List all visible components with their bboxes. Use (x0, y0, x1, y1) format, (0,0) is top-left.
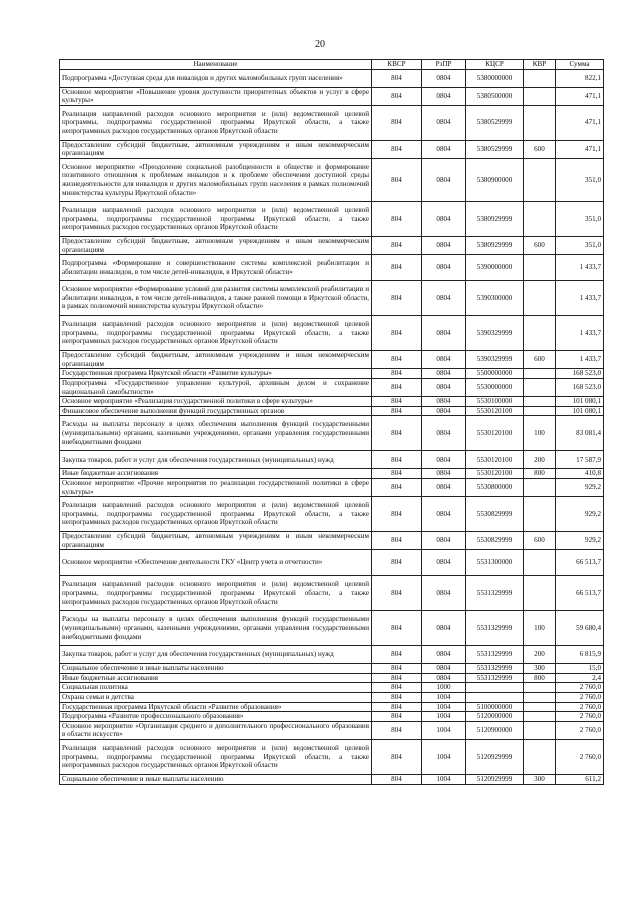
cell-sum: 2,4 (556, 673, 604, 683)
header-sum: Сумма (556, 60, 604, 70)
cell-kvsr: 804 (372, 702, 422, 712)
cell-sum: 471,1 (556, 140, 604, 158)
cell-sum: 168 523,0 (556, 369, 604, 379)
cell-rzpr: 0804 (422, 140, 466, 158)
header-name: Наименование (60, 60, 372, 70)
cell-rzpr: 1004 (422, 775, 466, 785)
cell-kvsr: 804 (372, 673, 422, 683)
cell-kcsr: 5531329999 (466, 664, 524, 674)
cell-kcsr: 5531329999 (466, 576, 524, 611)
cell-kvr: 200 (524, 451, 556, 469)
cell-kvr (524, 201, 556, 236)
table-row (60, 673, 604, 683)
cell-sum: 351,0 (556, 158, 604, 201)
cell-name: Основное мероприятие «Повышение уровня доступности приоритетных объектов и услуг в сфере культуры» (60, 87, 372, 105)
cell-kvsr: 804 (372, 664, 422, 674)
cell-sum: 1 433,7 (556, 316, 604, 351)
table-row (60, 406, 604, 416)
cell-kvsr: 804 (372, 451, 422, 469)
cell-sum: 66 513,7 (556, 550, 604, 576)
cell-sum: 59 680,4 (556, 611, 604, 646)
cell-rzpr: 0804 (422, 646, 466, 664)
cell-rzpr: 0804 (422, 532, 466, 550)
cell-kvr (524, 255, 556, 281)
cell-sum: 929,2 (556, 478, 604, 496)
cell-kvr (524, 693, 556, 703)
table-row (60, 451, 604, 469)
cell-kvsr: 804 (372, 255, 422, 281)
cell-kvsr: 804 (372, 550, 422, 576)
cell-name: Расходы на выплаты персоналу в целях обеспечения выполнения функций государственными (муниципальными) органами, казенными учреждениями, органами управления государственными внебюджетными фондами (60, 416, 372, 451)
cell-sum: 66 513,7 (556, 576, 604, 611)
cell-kvsr: 804 (372, 158, 422, 201)
cell-rzpr: 0804 (422, 158, 466, 201)
table-row (60, 646, 604, 664)
cell-kvr (524, 576, 556, 611)
cell-kcsr: 5380000000 (466, 69, 524, 87)
cell-kcsr: 5530000000 (466, 378, 524, 396)
cell-rzpr: 0804 (422, 369, 466, 379)
cell-name: Основное мероприятие «Формирование условий для развития системы комплексной реабилитации и абилитации инвалидов, в том числе детей-инвалидов, а также ранней помощи в Иркутской области, в рамках полномочий министерства культуры Иркутской области» (60, 281, 372, 316)
cell-rzpr: 0804 (422, 550, 466, 576)
cell-kvr (524, 712, 556, 722)
header-rzpr: РзПР (422, 60, 466, 70)
cell-kvsr: 804 (372, 712, 422, 722)
table-row (60, 478, 604, 496)
cell-kvsr: 804 (372, 532, 422, 550)
cell-kvr (524, 406, 556, 416)
cell-kcsr: 5530100000 (466, 397, 524, 407)
cell-kvsr: 804 (372, 683, 422, 693)
table-row (60, 351, 604, 369)
cell-kcsr: 5530800000 (466, 478, 524, 496)
cell-rzpr: 0804 (422, 397, 466, 407)
cell-sum: 168 523,0 (556, 378, 604, 396)
cell-sum: 2 760,0 (556, 683, 604, 693)
cell-sum: 2 760,0 (556, 702, 604, 712)
cell-kcsr (466, 693, 524, 703)
cell-sum: 6 815,9 (556, 646, 604, 664)
cell-kvr (524, 721, 556, 739)
cell-rzpr: 1004 (422, 740, 466, 775)
table-row (60, 158, 604, 201)
cell-name: Социальное обеспечение и иные выплаты населению (60, 775, 372, 785)
table-row (60, 369, 604, 379)
table-row (60, 576, 604, 611)
cell-kvr (524, 369, 556, 379)
cell-rzpr: 0804 (422, 469, 466, 479)
cell-kvsr: 804 (372, 721, 422, 739)
cell-name: Предоставление субсидий бюджетным, автономным учреждениям и иным некоммерческим организациям (60, 351, 372, 369)
cell-name: Государственная программа Иркутской области «Развитие образования» (60, 702, 372, 712)
cell-name: Подпрограмма «Доступная среда для инвалидов и других маломобильных групп населения» (60, 69, 372, 87)
cell-name: Предоставление субсидий бюджетным, автономным учреждениям и иным некоммерческим организациям (60, 236, 372, 254)
cell-name: Предоставление субсидий бюджетным, автономным учреждениям и иным некоммерческим организациям (60, 140, 372, 158)
cell-kcsr: 5120929999 (466, 740, 524, 775)
cell-kvsr: 804 (372, 576, 422, 611)
cell-sum: 2 760,0 (556, 721, 604, 739)
cell-sum: 101 080,1 (556, 397, 604, 407)
cell-sum: 929,2 (556, 532, 604, 550)
cell-sum: 83 081,4 (556, 416, 604, 451)
cell-kcsr: 5390300000 (466, 281, 524, 316)
cell-kvr: 600 (524, 140, 556, 158)
cell-kcsr: 5530829999 (466, 497, 524, 532)
table-row (60, 416, 604, 451)
header-kvsr: КВСР (372, 60, 422, 70)
cell-kvr (524, 683, 556, 693)
cell-kvsr: 804 (372, 105, 422, 140)
cell-sum: 2 760,0 (556, 740, 604, 775)
cell-kcsr: 5530120100 (466, 451, 524, 469)
table-body (60, 69, 604, 784)
cell-kvsr: 804 (372, 397, 422, 407)
cell-kcsr: 5100000000 (466, 702, 524, 712)
cell-name: Закупка товаров, работ и услуг для обеспечения государственных (муниципальных) нужд (60, 451, 372, 469)
cell-kvsr: 804 (372, 281, 422, 316)
cell-sum: 1 433,7 (556, 255, 604, 281)
cell-kvr: 600 (524, 351, 556, 369)
header-kcsr: КЦСР (466, 60, 524, 70)
cell-kvr (524, 497, 556, 532)
cell-kcsr: 5380529999 (466, 140, 524, 158)
cell-name: Реализация направлений расходов основного мероприятия и (или) ведомственной целевой программы, подпрограммы государственной программы Иркутской области, а также непрограммных расходов государственных органов Иркутской области (60, 576, 372, 611)
cell-kvsr: 804 (372, 478, 422, 496)
table-row (60, 378, 604, 396)
table-row (60, 740, 604, 775)
cell-kcsr: 5380529999 (466, 105, 524, 140)
cell-name: Социальная политика (60, 683, 372, 693)
cell-name: Предоставление субсидий бюджетным, автономным учреждениям и иным некоммерческим организациям (60, 532, 372, 550)
cell-name: Охрана семьи и детства (60, 693, 372, 703)
cell-kcsr: 5380500000 (466, 87, 524, 105)
cell-name: Иные бюджетные ассигнования (60, 673, 372, 683)
cell-name: Государственная программа Иркутской области «Развитие культуры» (60, 369, 372, 379)
cell-kvsr: 804 (372, 611, 422, 646)
cell-kvr (524, 378, 556, 396)
cell-kvsr: 804 (372, 316, 422, 351)
cell-sum: 611,2 (556, 775, 604, 785)
cell-name: Реализация направлений расходов основного мероприятия и (или) ведомственной целевой программы, подпрограммы государственной программы Иркутской области, а также непрограммных расходов государственных органов Иркутской области (60, 201, 372, 236)
cell-kvr: 200 (524, 646, 556, 664)
cell-kvr (524, 478, 556, 496)
cell-kvsr: 804 (372, 416, 422, 451)
cell-kvr: 800 (524, 469, 556, 479)
cell-name: Основное мероприятие «Прочие мероприятия по реализации государственной политики в сфере культуры» (60, 478, 372, 496)
cell-kcsr: 5530120100 (466, 469, 524, 479)
table-row (60, 397, 604, 407)
cell-sum: 1 433,7 (556, 281, 604, 316)
cell-sum: 351,0 (556, 201, 604, 236)
cell-kvr (524, 105, 556, 140)
cell-rzpr: 1004 (422, 693, 466, 703)
cell-kcsr: 5390329999 (466, 316, 524, 351)
table-row (60, 140, 604, 158)
cell-rzpr: 0804 (422, 378, 466, 396)
cell-rzpr: 0804 (422, 236, 466, 254)
table-row (60, 281, 604, 316)
cell-rzpr: 0804 (422, 69, 466, 87)
cell-kvsr: 804 (372, 378, 422, 396)
cell-rzpr: 0804 (422, 406, 466, 416)
cell-name: Закупка товаров, работ и услуг для обеспечения государственных (муниципальных) нужд (60, 646, 372, 664)
cell-sum: 101 080,1 (556, 406, 604, 416)
cell-kcsr: 5530829999 (466, 532, 524, 550)
budget-table (59, 59, 604, 785)
cell-rzpr: 0804 (422, 201, 466, 236)
cell-kcsr: 5120900000 (466, 721, 524, 739)
table-row (60, 497, 604, 532)
table-row (60, 611, 604, 646)
cell-sum: 471,1 (556, 87, 604, 105)
cell-kcsr: 5530120100 (466, 406, 524, 416)
cell-name: Подпрограмма «Развитие профессионального образования» (60, 712, 372, 722)
cell-rzpr: 0804 (422, 351, 466, 369)
cell-sum: 351,0 (556, 236, 604, 254)
cell-sum: 15,0 (556, 664, 604, 674)
table-row (60, 721, 604, 739)
cell-name: Иные бюджетные ассигнования (60, 469, 372, 479)
cell-rzpr: 1004 (422, 712, 466, 722)
cell-rzpr: 1000 (422, 683, 466, 693)
table-row (60, 255, 604, 281)
table-row (60, 683, 604, 693)
table-row (60, 712, 604, 722)
cell-kcsr: 5530120100 (466, 416, 524, 451)
cell-kcsr: 5120000000 (466, 712, 524, 722)
table-row (60, 201, 604, 236)
cell-name: Основное мероприятие «Преодоление социальной разобщенности в обществе и формирование позитивного отношения к проблемам инвалидов и к проблеме обеспечения доступной среды жизнедеятельности для инвалидов и других маломобильных групп населения в рамках полномочий министерства культуры Иркутской области» (60, 158, 372, 201)
cell-rzpr: 1004 (422, 702, 466, 712)
cell-name: Подпрограмма «Государственное управление культурой, архивным делом и сохранение национальной самобытности» (60, 378, 372, 396)
cell-name: Реализация направлений расходов основного мероприятия и (или) ведомственной целевой программы, подпрограммы государственной программы Иркутской области, а также непрограммных расходов государственных органов Иркутской области (60, 497, 372, 532)
cell-kvsr: 804 (372, 693, 422, 703)
cell-rzpr: 0804 (422, 316, 466, 351)
cell-kvsr: 804 (372, 201, 422, 236)
cell-rzpr: 0804 (422, 673, 466, 683)
cell-name: Социальное обеспечение и иные выплаты населению (60, 664, 372, 674)
cell-kvr (524, 281, 556, 316)
cell-kvr: 600 (524, 532, 556, 550)
cell-name: Реализация направлений расходов основного мероприятия и (или) ведомственной целевой программы, подпрограммы государственной программы Иркутской области, а также непрограммных расходов государственных органов Иркутской области (60, 740, 372, 775)
cell-name: Основное мероприятие «Обеспечение деятельности ГКУ «Центр учета и отчетности» (60, 550, 372, 576)
cell-rzpr: 0804 (422, 664, 466, 674)
cell-sum: 1 433,7 (556, 351, 604, 369)
table-row (60, 469, 604, 479)
cell-kvsr: 804 (372, 69, 422, 87)
cell-kvr: 300 (524, 664, 556, 674)
cell-kvr: 100 (524, 416, 556, 451)
cell-kvsr: 804 (372, 87, 422, 105)
cell-rzpr: 0804 (422, 416, 466, 451)
cell-kvsr: 804 (372, 351, 422, 369)
cell-kcsr: 5380929999 (466, 201, 524, 236)
cell-sum: 822,1 (556, 69, 604, 87)
table-row (60, 775, 604, 785)
table-row (60, 550, 604, 576)
cell-kcsr: 5120929999 (466, 775, 524, 785)
table-row (60, 532, 604, 550)
cell-kvr: 600 (524, 236, 556, 254)
cell-kvr (524, 158, 556, 201)
cell-kvsr: 804 (372, 369, 422, 379)
table-row (60, 87, 604, 105)
cell-name: Финансовое обеспечение выполнения функций государственных органов (60, 406, 372, 416)
table-row (60, 69, 604, 87)
cell-kvr (524, 397, 556, 407)
cell-name: Реализация направлений расходов основного мероприятия и (или) ведомственной целевой программы, подпрограммы государственной программы Иркутской области, а также непрограммных расходов государственных органов Иркутской области (60, 316, 372, 351)
cell-sum: 410,8 (556, 469, 604, 479)
cell-kvr (524, 87, 556, 105)
cell-sum: 17 587,9 (556, 451, 604, 469)
cell-kcsr (466, 683, 524, 693)
cell-kcsr: 5390329999 (466, 351, 524, 369)
cell-kvr (524, 550, 556, 576)
cell-kcsr: 5531329999 (466, 646, 524, 664)
cell-rzpr: 0804 (422, 87, 466, 105)
cell-rzpr: 0804 (422, 611, 466, 646)
cell-kvr (524, 702, 556, 712)
cell-rzpr: 0804 (422, 497, 466, 532)
table-header-row (60, 60, 604, 70)
cell-kvr (524, 316, 556, 351)
cell-kvr (524, 740, 556, 775)
cell-kvsr: 804 (372, 406, 422, 416)
table-row (60, 664, 604, 674)
page-number: 20 (315, 39, 325, 50)
cell-rzpr: 0804 (422, 255, 466, 281)
cell-rzpr: 0804 (422, 281, 466, 316)
cell-rzpr: 0804 (422, 105, 466, 140)
cell-name: Основное мероприятие «Реализация государственной политики в сфере культуры» (60, 397, 372, 407)
cell-kcsr: 5500000000 (466, 369, 524, 379)
table-row (60, 702, 604, 712)
table-row (60, 693, 604, 703)
cell-kvsr: 804 (372, 775, 422, 785)
cell-sum: 471,1 (556, 105, 604, 140)
cell-kvr: 800 (524, 673, 556, 683)
cell-kcsr: 5390000000 (466, 255, 524, 281)
cell-sum: 2 760,0 (556, 712, 604, 722)
table-row (60, 236, 604, 254)
cell-name: Реализация направлений расходов основного мероприятия и (или) ведомственной целевой программы, подпрограммы государственной программы Иркутской области, а также непрограммных расходов государственных органов Иркутской области (60, 105, 372, 140)
cell-rzpr: 0804 (422, 576, 466, 611)
cell-kcsr: 5380900000 (466, 158, 524, 201)
cell-kvsr: 804 (372, 497, 422, 532)
cell-kcsr: 5531329999 (466, 673, 524, 683)
cell-sum: 929,2 (556, 497, 604, 532)
cell-name: Подпрограмма «Формирование и совершенствование системы комплексной реабилитации и абилитации инвалидов, в том числе детей-инвалидов, в Иркутской области» (60, 255, 372, 281)
cell-kvr (524, 69, 556, 87)
cell-rzpr: 1004 (422, 721, 466, 739)
cell-kvr: 100 (524, 611, 556, 646)
cell-kvsr: 804 (372, 140, 422, 158)
cell-name: Расходы на выплаты персоналу в целях обеспечения выполнения функций государственными (муниципальными) органами, казенными учреждениями, органами управления государственными внебюджетными фондами (60, 611, 372, 646)
cell-name: Основное мероприятие «Организация среднего и дополнительного профессионального образования в области искусств» (60, 721, 372, 739)
cell-kvsr: 804 (372, 740, 422, 775)
header-kvr: КВР (524, 60, 556, 70)
cell-sum: 2 760,0 (556, 693, 604, 703)
cell-kcsr: 5380929999 (466, 236, 524, 254)
cell-kcsr: 5531300000 (466, 550, 524, 576)
table-row (60, 105, 604, 140)
cell-kvr: 300 (524, 775, 556, 785)
cell-rzpr: 0804 (422, 451, 466, 469)
cell-kcsr: 5531329999 (466, 611, 524, 646)
table-row (60, 316, 604, 351)
cell-rzpr: 0804 (422, 478, 466, 496)
cell-kvsr: 804 (372, 646, 422, 664)
cell-kvsr: 804 (372, 236, 422, 254)
cell-kvsr: 804 (372, 469, 422, 479)
